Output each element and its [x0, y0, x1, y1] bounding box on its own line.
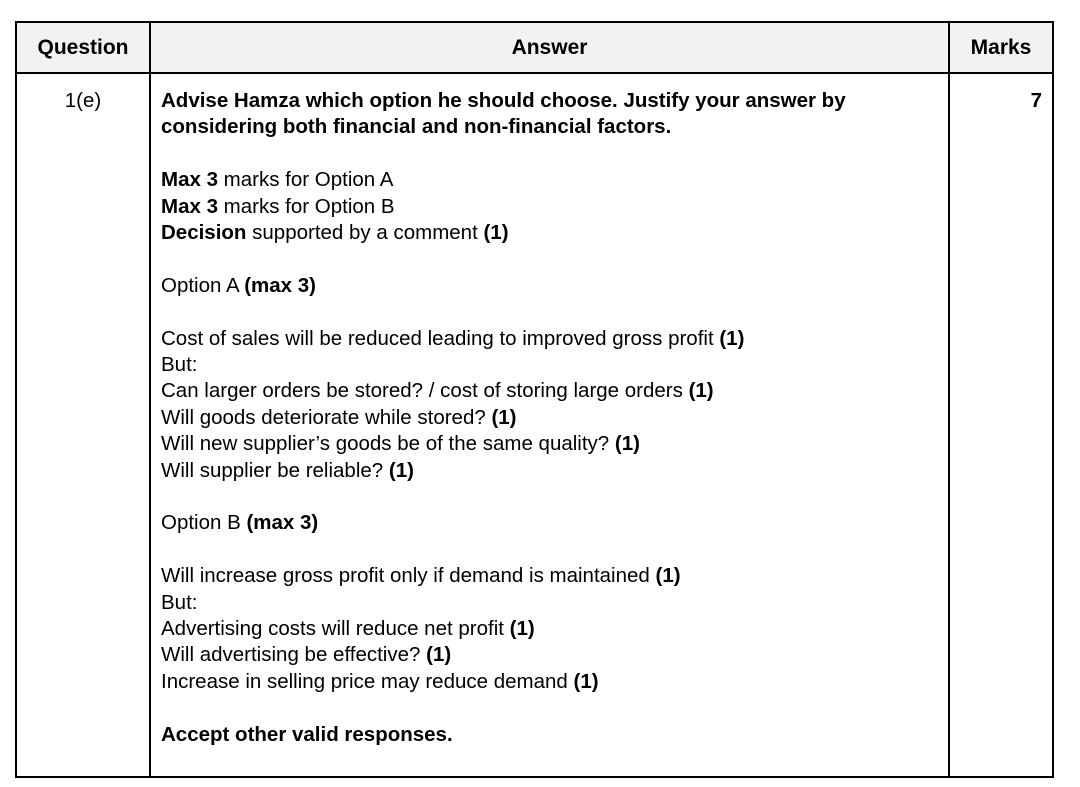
criteria-line: Decision supported by a comment (1)	[161, 221, 509, 245]
header-row	[16, 22, 1053, 73]
table-row	[16, 73, 1053, 777]
answer-header: Answer	[150, 22, 949, 73]
option-b-point: Advertising costs will reduce net profit (1)	[161, 617, 535, 641]
marks-header: Marks	[949, 22, 1053, 73]
option-a-heading: Option A (max 3)	[161, 273, 316, 297]
option-a-point: But:	[161, 353, 198, 377]
option-a-point: Will new supplier’s goods be of the same quality? (1)	[161, 432, 640, 456]
option-b-point: Will advertising be effective? (1)	[161, 643, 452, 667]
mark-scheme-table	[15, 21, 1054, 778]
criteria-line: Max 3 marks for Option B	[161, 194, 395, 218]
question-header: Question	[16, 22, 150, 73]
option-a-point: Will supplier be reliable? (1)	[161, 458, 414, 482]
option-a-point: Can larger orders be stored? / cost of storing large orders (1)	[161, 379, 714, 403]
answer-cell	[150, 73, 949, 777]
option-b-point: Will increase gross profit only if demand is maintained (1)	[161, 564, 681, 588]
question-number: 1(e)	[16, 73, 150, 777]
criteria-line: Max 3 marks for Option A	[161, 168, 394, 192]
marks-value: 7	[949, 73, 1053, 777]
option-a-point: Will goods deteriorate while stored? (1)	[161, 405, 517, 429]
closing-note: Accept other valid responses.	[161, 722, 453, 746]
option-b-point: Increase in selling price may reduce demand (1)	[161, 669, 599, 693]
prompt-line-1: Advise Hamza which option he should choose. Justify your answer by	[161, 89, 846, 112]
option-a-point: Cost of sales will be reduced leading to improved gross profit (1)	[161, 326, 745, 350]
prompt-line-2: considering both financial and non-financial factors.	[161, 115, 672, 139]
option-b-heading: Option B (max 3)	[161, 511, 319, 535]
option-b-point: But:	[161, 590, 198, 614]
